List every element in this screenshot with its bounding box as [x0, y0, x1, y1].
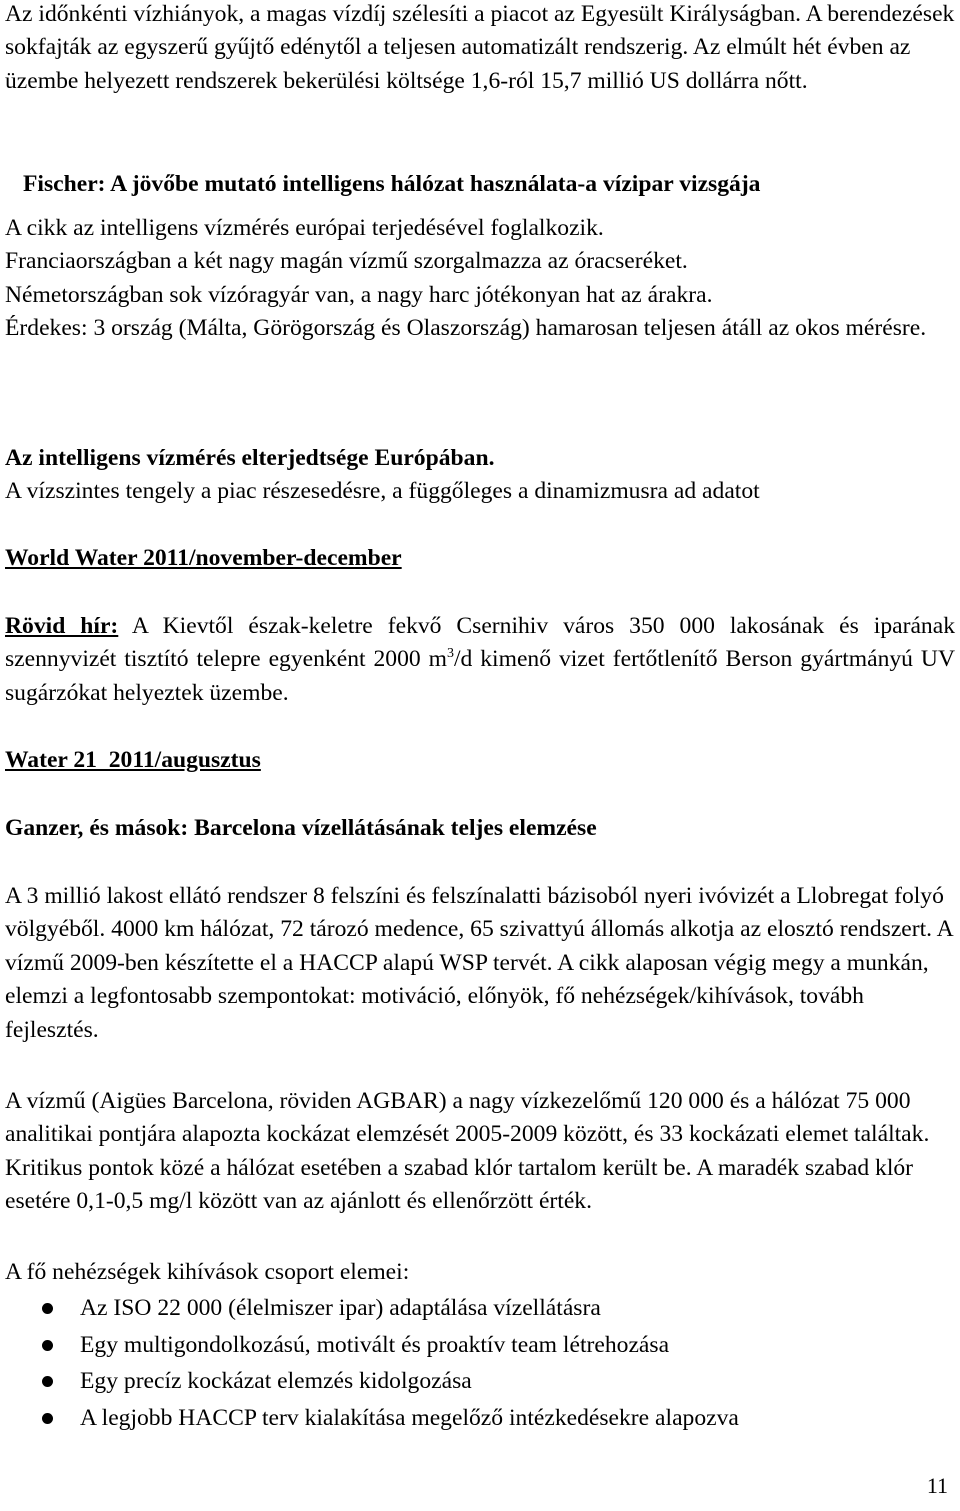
fischer-line: Franciaországban a két nagy magán vízmű szorgalmazza az óracseréket. [5, 248, 688, 275]
short-news-paragraph [5, 610, 955, 710]
fischer-paragraph [5, 212, 955, 346]
challenges-intro: A fő nehézségek kihívások csoport elemei: [5, 1259, 410, 1285]
short-news-text-1: A Kievtől észak-keletre fekvő Csernihiv város 350 000 lakosának és iparának szennyvizét tisztító telepre egyenként 2000 m [5, 613, 955, 673]
world-water-heading [5, 542, 955, 575]
list-item-text: Az ISO 22 000 (élelmiszer ipar) adaptálása vízellátásra [80, 1295, 601, 1321]
bullet-icon [42, 1340, 53, 1351]
fischer-line: Németországban sok vízóragyár van, a nagy harc jótékonyan hat az árakra. [5, 281, 713, 308]
list-item-text: A legjobb HACCP terv kialakítása megelőző intézkedésekre alapozva [80, 1405, 739, 1432]
list-item [5, 1363, 739, 1400]
ganzer-heading: Ganzer, és mások: Barcelona vízellátásának teljes elemzése [5, 815, 597, 841]
intro-paragraph: Az időnkénti vízhiányok, a magas vízdíj szélesíti a piacot az Egyesült Királyságban. A berendezések sokfajták az egyszerű gyűjtő edénytől a teljesen automatizált rendszerig. Az elmúlt hét évben az üzembe helyezett rendszerek bekerülési költsége 1,6-ról 15,7 millió US dollárra nőtt. [5, 1, 955, 94]
short-news-text-2: /d kimenő vizet fertőtlenítő Berson gyártmányú UV sugárzókat helyeztek üzembe. [5, 646, 955, 706]
world-water-heading-text: World Water 2011/november-december [5, 545, 402, 571]
superscript-3: 3 [446, 646, 454, 662]
bullet-icon [42, 1303, 53, 1314]
list-item-text: Egy multigondolkozású, motivált és proaktív team létrehozása [80, 1331, 670, 1358]
agbar-paragraph: A vízmű (Aigües Barcelona, röviden AGBAR) a nagy vízkezelőmű 120 000 és a hálózat 75 000 analitikai pontjára alapozta kockázat elemzését 2005-2009 között, és 33 kockázati elemet találtak. Kritikus pontok közé a hálózat esetében a szabad klór tartalom került be. A maradék szabad klór esetére 0,1-0,5 mg/l között van az ajánlott és ellenőrzött érték. [5, 1088, 930, 1215]
page-number: 11 [926, 1473, 948, 1498]
fischer-line: A cikk az intelligens vízmérés európai terjedésével foglalkozik. [5, 215, 604, 241]
list-item [5, 1327, 739, 1364]
smart-metering-section [5, 442, 955, 509]
list-item [5, 1290, 739, 1327]
smart-metering-text: A vízszintes tengely a piac részesedésre, a függőleges a dinamizmusra ad adatot [5, 478, 760, 505]
smart-metering-subheading: Az intelligens vízmérés elterjedtsége Európában. [5, 445, 495, 471]
water21-heading [5, 744, 955, 777]
list-item-text: Egy precíz kockázat elemzés kidolgozása [80, 1368, 472, 1395]
list-item [5, 1400, 739, 1437]
short-news-label: Rövid hír: [5, 613, 119, 639]
water21-heading-text: Water 21 2011/augusztus [5, 747, 261, 773]
fischer-line: Érdekes: 3 ország (Málta, Görögország és Olaszország) hamarosan teljesen átáll az okos mérésre. [5, 315, 927, 342]
fischer-heading: Fischer: A jövőbe mutató intelligens hálózat használata-a vízipar vizsgája [23, 171, 761, 197]
bullet-icon [42, 1413, 53, 1424]
barcelona-paragraph: A 3 millió lakost ellátó rendszer 8 felszíni és felszínalatti bázisoból nyeri ivóvizét a Llobregat folyó völgyéből. 4000 km hálózat, 72 tározó medence, 65 szivattyú állomás alkotja az elosztó rendszert. A vízmű 2009-ben készítette el a HACCP alapú WSP tervét. A cikk alaposan végig megy a munkán, elemzi a legfontosabb szempontokat: motiváció, előnyök, fő nehézségek/kihívások, továbh fejlesztés. [5, 883, 953, 1043]
bullet-icon [42, 1376, 53, 1387]
challenges-list [5, 1290, 739, 1437]
